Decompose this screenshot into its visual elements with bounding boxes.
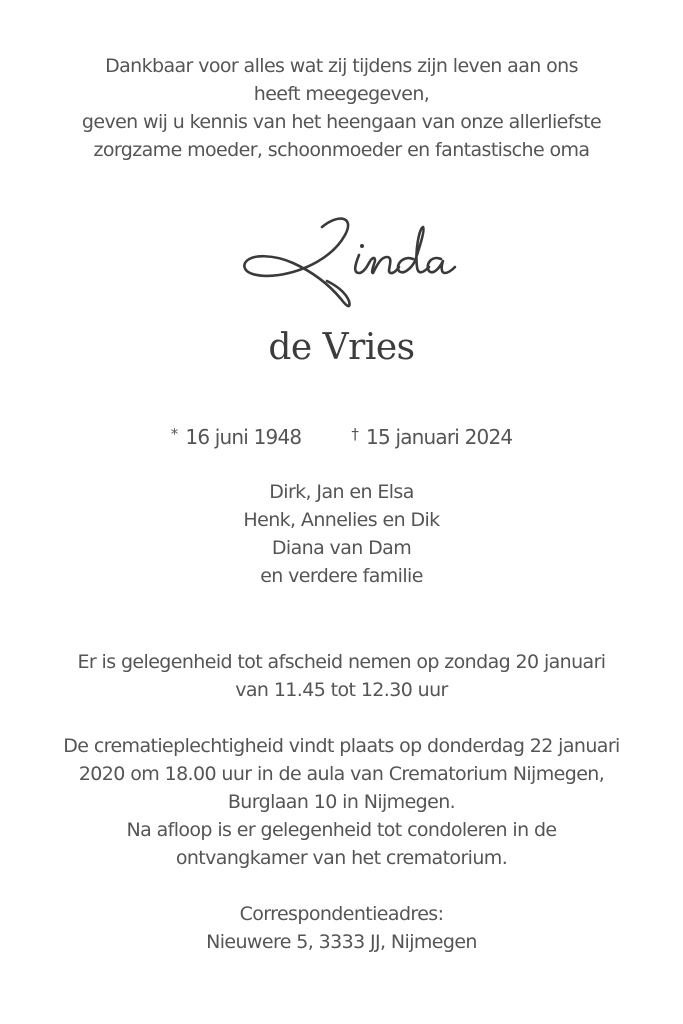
intro-line: zorgzame moeder, schoonmoeder en fantastische oma <box>93 139 590 161</box>
address-label: Correspondentieadres: <box>239 903 444 925</box>
intro-line: geven wij u kennis van het heengaan van onze allerliefste <box>81 111 602 133</box>
ceremony-line: 2020 om 18.00 uur in de aula van Crematorium Nijmegen, <box>78 763 605 785</box>
family-line: Henk, Annelies en Dik <box>243 509 440 531</box>
birth-date: 16 juni 1948 <box>185 425 302 449</box>
death-cross-icon: † <box>351 425 359 443</box>
first-name-script-drawing <box>227 205 457 315</box>
intro-line: Dankbaar voor alles wat zij tijdens zijn leven aan ons <box>105 55 578 77</box>
address-value: Nieuwere 5, 3333 JJ, Nijmegen <box>206 931 477 953</box>
surname: de Vries <box>268 327 415 368</box>
ceremony-line: Burglaan 10 in Nijmegen. <box>227 791 456 813</box>
death-date-group <box>351 420 512 451</box>
birth-date-group <box>171 420 302 451</box>
correspondence-address <box>0 900 683 956</box>
family-line: Diana van Dam <box>271 537 412 559</box>
birth-star-icon: * <box>170 425 178 443</box>
farewell-info <box>0 648 683 704</box>
farewell-line: van 11.45 tot 12.30 uur <box>235 679 448 701</box>
intro-line: heeft meegegeven, <box>253 83 430 105</box>
life-dates <box>0 420 683 451</box>
farewell-line: Er is gelegenheid tot afscheid nemen op zondag 20 januari <box>77 651 606 673</box>
ceremony-line: De crematieplechtigheid vindt plaats op donderdag 22 januari <box>63 735 620 757</box>
first-name-script <box>0 205 683 315</box>
ceremony-info <box>0 732 683 872</box>
ceremony-line: ontvangkamer van het crematorium. <box>175 847 508 869</box>
ceremony-line: Na afloop is er gelegenheid tot condoleren in de <box>126 819 557 841</box>
family-list <box>0 478 683 590</box>
intro-text <box>0 52 683 164</box>
family-line: Dirk, Jan en Elsa <box>269 481 414 503</box>
death-date: 15 januari 2024 <box>366 425 513 449</box>
family-line: en verdere familie <box>260 565 423 587</box>
